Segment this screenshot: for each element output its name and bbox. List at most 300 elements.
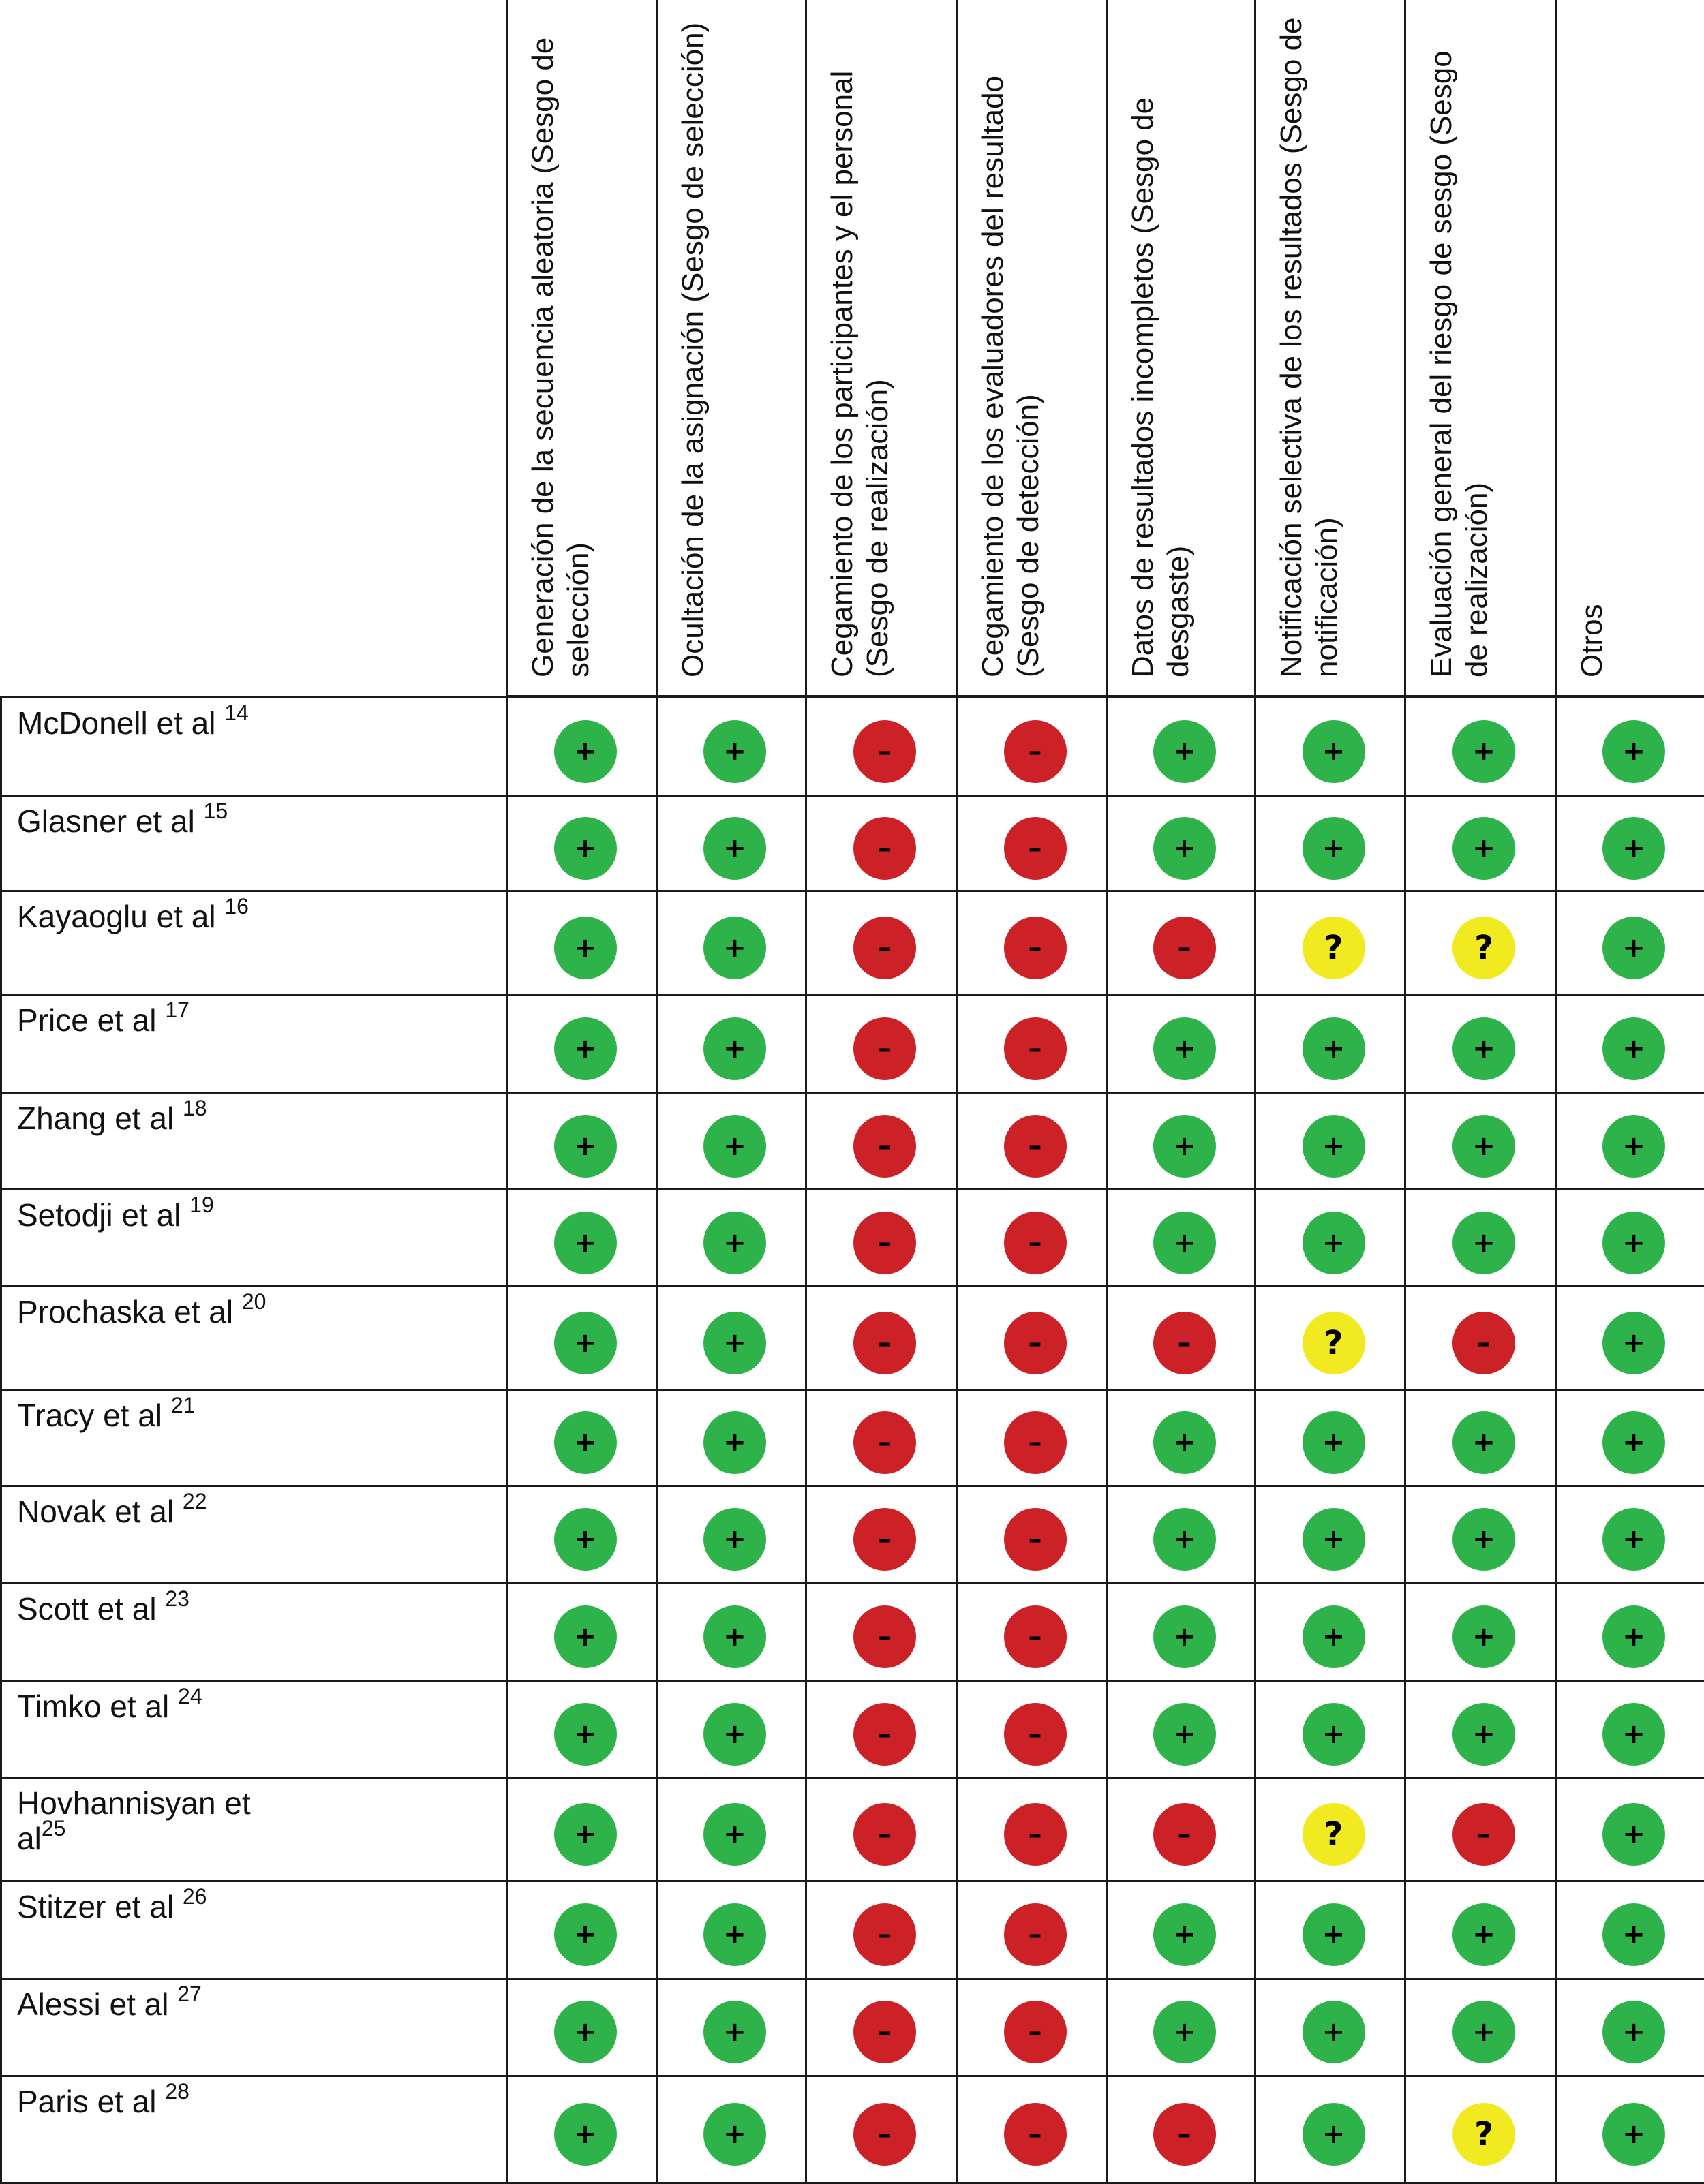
high-risk-icon: – [1004,817,1067,880]
low-risk-icon: + [1303,1903,1365,1966]
low-risk-icon: + [703,2103,766,2166]
high-risk-icon: – [853,1115,916,1178]
study-reference: 19 [189,1193,214,1217]
low-risk-icon: + [703,1903,766,1966]
column-header-label: Ocultación de la asignación (Sesgo de selección) [676,22,710,677]
high-risk-icon: – [1004,1903,1067,1966]
study-reference: 20 [241,1289,267,1314]
study-name: Setodji et al [17,1197,181,1233]
study-name: Timko et al [17,1689,170,1724]
rating-cell [1254,1285,1406,1391]
rating-cell [1404,994,1557,1094]
study-name-line: Hovhannisyan et [17,1785,251,1821]
low-risk-icon: + [1153,1508,1216,1571]
low-risk-icon: + [1303,1411,1365,1474]
low-risk-icon: + [1303,1703,1365,1766]
high-risk-icon: – [1004,1212,1067,1274]
low-risk-icon: + [1452,1903,1515,1966]
high-risk-icon: – [853,1903,916,1966]
study-cell [0,1680,508,1779]
study-cell [0,1880,508,1980]
low-risk-icon: + [554,1212,617,1274]
low-risk-icon: + [1452,1703,1515,1766]
low-risk-icon: + [1602,1803,1665,1866]
rating-cell [656,2075,807,2184]
high-risk-icon: – [1004,720,1067,783]
column-header [656,0,807,697]
study-name: Tracy et al [17,1398,163,1433]
study-cell [0,890,508,996]
rating-cell [1555,1285,1704,1391]
study-cell [0,994,508,1094]
low-risk-icon: + [1153,1605,1216,1668]
low-risk-icon: + [554,1903,617,1966]
column-header-label: Cegamiento de los participantes y el personal (Sesgo de realización) [825,70,894,677]
rating-cell [1254,994,1406,1094]
rating-cell [1106,1389,1256,1487]
high-risk-icon: – [853,2001,916,2063]
low-risk-icon: + [1452,1605,1515,1668]
low-risk-icon: + [703,1703,766,1766]
rating-cell [656,1680,807,1779]
rating-cell [1106,890,1256,996]
study-name: Kayaoglu et al [17,899,216,934]
rating-cell [1404,1285,1557,1391]
high-risk-icon: – [1452,1312,1515,1374]
rating-cell [1106,1188,1256,1287]
rating-cell [956,1880,1108,1980]
rating-cell [956,1978,1108,2077]
rating-cell [805,1285,958,1391]
low-risk-icon: + [1452,817,1515,880]
high-risk-icon: – [853,1703,916,1766]
low-risk-icon: + [1303,1508,1365,1571]
rating-cell [805,1389,958,1487]
column-header-label: Otros [1575,604,1609,677]
rating-cell [1555,994,1704,1094]
high-risk-icon: – [1004,2103,1067,2166]
rating-cell [1404,1978,1557,2077]
study-cell [0,1389,508,1487]
low-risk-icon: + [703,720,766,783]
high-risk-icon: – [1153,917,1216,979]
study-cell [0,1092,508,1190]
low-risk-icon: + [703,1411,766,1474]
low-risk-icon: + [703,1312,766,1374]
rating-cell [1254,1188,1406,1287]
low-risk-icon: + [1602,1605,1665,1668]
rating-cell [1106,1485,1256,1584]
low-risk-icon: + [1452,1115,1515,1178]
high-risk-icon: – [1004,1605,1067,1668]
low-risk-icon: + [1303,1212,1365,1274]
rating-cell [805,795,958,892]
rating-cell [1555,1485,1704,1584]
rating-cell [1106,1285,1256,1391]
rating-cell [1106,994,1256,1094]
study-name: Price et al [17,1002,157,1038]
low-risk-icon: + [1602,1115,1665,1178]
rating-cell [1106,1092,1256,1190]
study-cell [0,795,508,892]
high-risk-icon: – [853,720,916,783]
rating-cell [1254,795,1406,892]
rating-cell [656,1389,807,1487]
rating-cell [805,1582,958,1682]
rating-cell [1254,696,1406,797]
study-cell [0,2075,508,2184]
low-risk-icon: + [703,1017,766,1080]
rating-cell [506,1092,658,1190]
study-reference: 17 [165,998,189,1022]
low-risk-icon: + [703,1508,766,1571]
rating-cell [1555,1092,1704,1190]
rating-cell [506,2075,658,2184]
low-risk-icon: + [1602,1017,1665,1080]
rating-cell [1254,890,1406,996]
low-risk-icon: + [554,1605,617,1668]
rating-cell [1555,1582,1704,1682]
low-risk-icon: + [1303,720,1365,783]
low-risk-icon: + [1153,1212,1216,1274]
study-name-line: al [17,1821,42,1856]
rating-cell [956,1285,1108,1391]
study-name: Glasner et al [17,803,195,839]
high-risk-icon: – [1004,1703,1067,1766]
low-risk-icon: + [1602,817,1665,880]
rating-cell [1106,795,1256,892]
low-risk-icon: + [554,720,617,783]
low-risk-icon: + [554,1411,617,1474]
study-reference: 25 [41,1816,66,1841]
high-risk-icon: – [853,917,916,979]
rating-cell [1404,696,1557,797]
rating-cell [656,994,807,1094]
high-risk-icon: – [1153,1312,1216,1374]
rating-cell [805,1880,958,1980]
study-cell [0,1777,508,1882]
rating-cell [1555,2075,1704,2184]
rating-cell [656,1880,807,1980]
rating-cell [1404,2075,1557,2184]
column-header [1106,0,1256,697]
study-name: Alessi et al [17,1986,169,2022]
low-risk-icon: + [1153,2001,1216,2063]
rating-cell [805,1485,958,1584]
rating-cell [656,1777,807,1882]
rating-cell [506,1880,658,1980]
study-reference: 18 [182,1096,207,1120]
rating-cell [1555,1777,1704,1882]
low-risk-icon: + [554,817,617,880]
rating-cell [656,795,807,892]
rating-cell [956,1485,1108,1584]
rating-cell [1555,1188,1704,1287]
column-header [1404,0,1557,697]
column-header-label: Evaluación general del riesgo de sesgo (Sesgo de realización) [1425,50,1493,677]
rating-cell [506,1188,658,1287]
study-name [17,1785,251,1856]
column-header-label: Generación de la secuencia aleatoria (Sesgo de selección) [526,37,595,677]
rating-cell [656,1485,807,1584]
high-risk-icon: – [1004,1508,1067,1571]
rating-cell [805,1777,958,1882]
rating-cell [656,1092,807,1190]
high-risk-icon: – [1452,1803,1515,1866]
study-reference: 14 [224,701,249,725]
study-cell [0,1582,508,1682]
rating-cell [805,1188,958,1287]
low-risk-icon: + [554,917,617,979]
high-risk-icon: – [1004,1803,1067,1866]
rating-cell [956,2075,1108,2184]
low-risk-icon: + [1153,1903,1216,1966]
high-risk-icon: – [853,2103,916,2166]
low-risk-icon: + [1602,1212,1665,1274]
study-cell [0,1485,508,1584]
unclear-risk-icon: ? [1452,2103,1515,2166]
rating-cell [1555,795,1704,892]
low-risk-icon: + [1602,1508,1665,1571]
low-risk-icon: + [1452,2001,1515,2063]
high-risk-icon: – [1004,917,1067,979]
rating-cell [1254,1092,1406,1190]
rating-cell [506,795,658,892]
study-cell [0,1188,508,1287]
low-risk-icon: + [1602,1411,1665,1474]
low-risk-icon: + [1452,720,1515,783]
study-name: Paris et al [17,2084,157,2119]
study-name: Stitzer et al [17,1889,174,1924]
rating-cell [1555,1978,1704,2077]
rating-cell [805,696,958,797]
low-risk-icon: + [1602,1312,1665,1374]
high-risk-icon: – [853,1605,916,1668]
rating-cell [805,1092,958,1190]
low-risk-icon: + [703,1115,766,1178]
rating-cell [1404,795,1557,892]
unclear-risk-icon: ? [1452,917,1515,979]
high-risk-icon: – [853,1803,916,1866]
rating-cell [805,1978,958,2077]
rating-cell [1106,1880,1256,1980]
high-risk-icon: – [853,817,916,880]
rating-cell [1106,1582,1256,1682]
high-risk-icon: – [1004,2001,1067,2063]
rating-cell [805,994,958,1094]
rating-cell [506,1285,658,1391]
high-risk-icon: – [1004,1017,1067,1080]
rating-cell [506,1680,658,1779]
study-reference: 21 [170,1393,196,1417]
rating-cell [506,1777,658,1882]
study-name: Zhang et al [17,1101,174,1136]
unclear-risk-icon: ? [1303,1803,1365,1866]
study-reference: 26 [182,1884,207,1909]
high-risk-icon: – [1004,1411,1067,1474]
rating-cell [1254,1680,1406,1779]
rating-cell [1555,696,1704,797]
column-header [506,0,658,697]
low-risk-icon: + [1452,1212,1515,1274]
rating-cell [1555,890,1704,996]
rating-cell [956,1188,1108,1287]
rating-cell [656,1188,807,1287]
rating-cell [506,696,658,797]
low-risk-icon: + [554,1017,617,1080]
rating-cell [506,1485,658,1584]
low-risk-icon: + [1303,1017,1365,1080]
low-risk-icon: + [554,1703,617,1766]
rating-cell [1254,1978,1406,2077]
rating-cell [956,696,1108,797]
rating-cell [805,2075,958,2184]
rating-cell [506,994,658,1094]
low-risk-icon: + [1602,720,1665,783]
low-risk-icon: + [703,1803,766,1866]
study-reference: 22 [182,1489,207,1513]
rating-cell [1106,1978,1256,2077]
low-risk-icon: + [1153,1115,1216,1178]
rating-cell [656,696,807,797]
rating-cell [1404,1777,1557,1882]
rating-cell [656,1285,807,1391]
high-risk-icon: – [1153,2103,1216,2166]
low-risk-icon: + [1602,917,1665,979]
rating-cell [1106,1680,1256,1779]
rating-cell [656,1582,807,1682]
rating-cell [1404,1582,1557,1682]
study-name: McDonell et al [17,705,216,741]
study-cell [0,1285,508,1391]
rating-cell [1254,1880,1406,1980]
study-name: Novak et al [17,1494,174,1529]
high-risk-icon: – [1153,1803,1216,1866]
rating-cell [805,1680,958,1779]
rating-cell [1404,1188,1557,1287]
rating-cell [956,795,1108,892]
low-risk-icon: + [554,1803,617,1866]
study-reference: 15 [203,799,228,823]
rating-cell [1404,1485,1557,1584]
low-risk-icon: + [1602,2001,1665,2063]
low-risk-icon: + [1303,1605,1365,1668]
column-header-label: Notificación selectiva de los resultados (Sesgo de notificación) [1275,17,1343,677]
rating-cell [1404,1880,1557,1980]
rating-cell [1555,1880,1704,1980]
rating-cell [956,1680,1108,1779]
low-risk-icon: + [703,1605,766,1668]
high-risk-icon: – [853,1312,916,1374]
study-reference: 28 [165,2079,189,2104]
high-risk-icon: – [853,1411,916,1474]
rating-cell [1106,2075,1256,2184]
study-reference: 27 [177,1982,202,2006]
low-risk-icon: + [1452,1411,1515,1474]
rating-cell [956,1777,1108,1882]
low-risk-icon: + [554,1115,617,1178]
rating-cell [1404,890,1557,996]
column-header-label: Cegamiento de los evaluadores del resultado (Sesgo de detección) [976,75,1045,677]
rating-cell [1404,1092,1557,1190]
low-risk-icon: + [1452,1017,1515,1080]
low-risk-icon: + [1452,1508,1515,1571]
low-risk-icon: + [1303,2103,1365,2166]
study-reference: 24 [178,1684,202,1708]
low-risk-icon: + [1303,817,1365,880]
study-name: Prochaska et al [17,1294,234,1329]
column-header [1555,0,1704,697]
low-risk-icon: + [1153,1703,1216,1766]
low-risk-icon: + [1602,1703,1665,1766]
rating-cell [956,994,1108,1094]
low-risk-icon: + [1602,1903,1665,1966]
rating-cell [956,890,1108,996]
rating-cell [506,1582,658,1682]
rating-cell [1106,1777,1256,1882]
low-risk-icon: + [703,817,766,880]
column-header [956,0,1108,697]
rating-cell [506,890,658,996]
rating-cell [506,1389,658,1487]
rating-cell [1254,1485,1406,1584]
high-risk-icon: – [853,1017,916,1080]
rating-cell [1404,1680,1557,1779]
low-risk-icon: + [554,2001,617,2063]
rating-cell [1106,696,1256,797]
high-risk-icon: – [853,1212,916,1274]
low-risk-icon: + [1303,2001,1365,2063]
rating-cell [656,890,807,996]
high-risk-icon: – [1004,1312,1067,1374]
low-risk-icon: + [554,1508,617,1571]
rating-cell [1254,1777,1406,1882]
unclear-risk-icon: ? [1303,917,1365,979]
rating-cell [956,1092,1108,1190]
rating-cell [956,1582,1108,1682]
study-reference: 16 [224,894,249,919]
rating-cell [1254,1582,1406,1682]
rating-cell [1555,1680,1704,1779]
high-risk-icon: – [853,1508,916,1571]
rating-cell [1555,1389,1704,1487]
low-risk-icon: + [703,1212,766,1274]
rating-cell [656,1978,807,2077]
rating-cell [1254,2075,1406,2184]
low-risk-icon: + [554,1312,617,1374]
low-risk-icon: + [703,2001,766,2063]
study-cell [0,696,508,797]
low-risk-icon: + [554,2103,617,2166]
low-risk-icon: + [1602,2103,1665,2166]
column-header [1254,0,1406,697]
rating-cell [805,890,958,996]
low-risk-icon: + [703,917,766,979]
low-risk-icon: + [1153,720,1216,783]
high-risk-icon: – [1004,1115,1067,1178]
rating-cell [1254,1389,1406,1487]
column-header [805,0,958,697]
column-header-label: Datos de resultados incompletos (Sesgo de desgaste) [1126,97,1195,677]
rating-cell [506,1978,658,2077]
study-reference: 23 [165,1586,189,1611]
rating-cell [1404,1389,1557,1487]
study-cell [0,1978,508,2077]
study-name: Scott et al [17,1591,157,1627]
rating-cell [956,1389,1108,1487]
low-risk-icon: + [1153,817,1216,880]
low-risk-icon: + [1303,1115,1365,1178]
